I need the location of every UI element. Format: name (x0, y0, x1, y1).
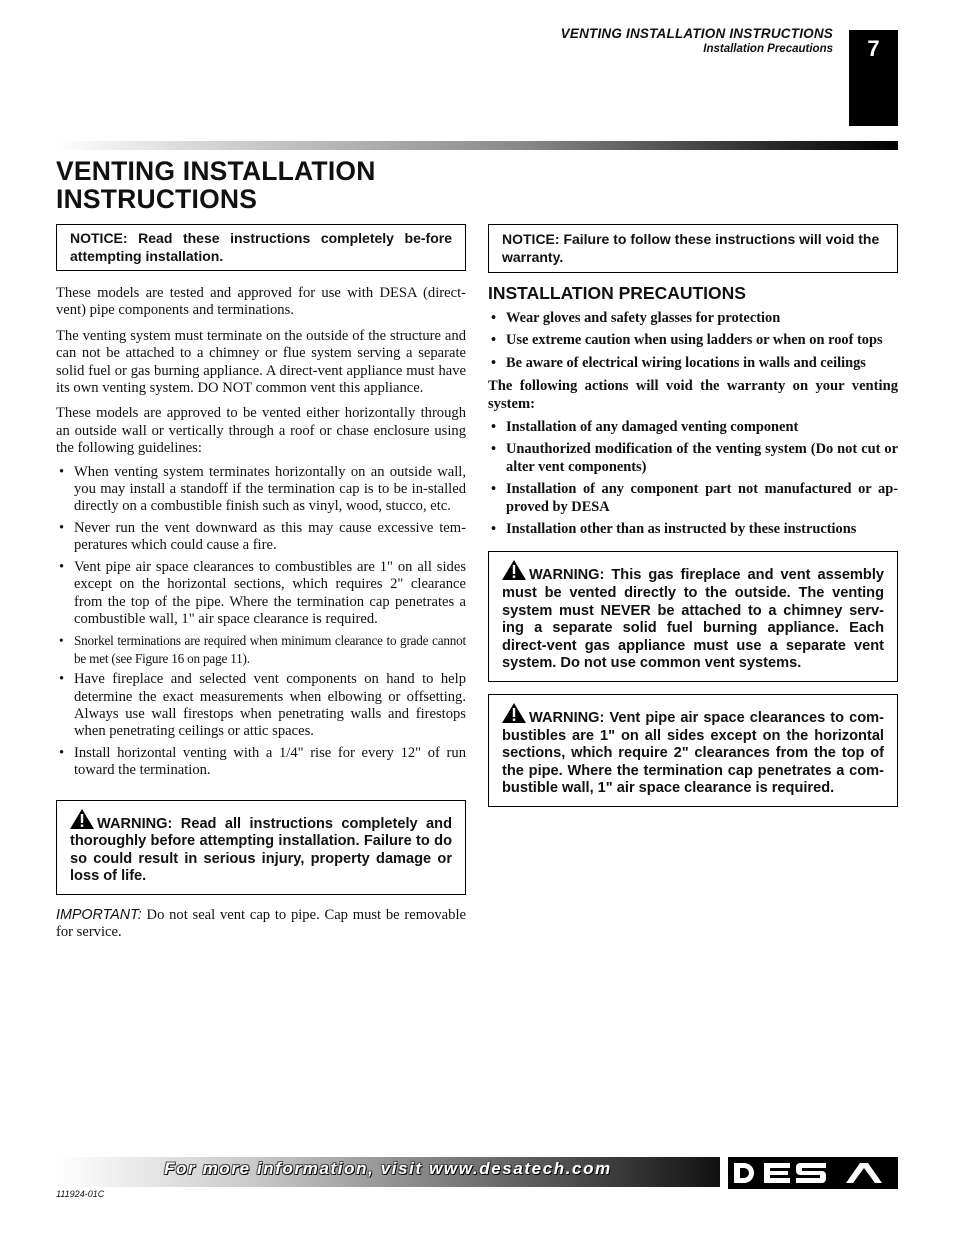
guidelines-paragraph: These models are approved to be vented either horizontally through an outside wall or vertically through a roof or chase enclosure using the following guidelines: (56, 405, 466, 457)
footer-bar (56, 1157, 720, 1187)
void-list (488, 419, 898, 538)
header-title: VENTING INSTALLATION INSTRUCTIONS (560, 26, 833, 41)
termination-paragraph: The venting system must terminate on the outside of the structure and can not be attached to a chimney or flue system serving a separate solid fuel or gas burning appliance. A direct-vent appliance must have its own venting system. DO NOT common vent this appliance. (56, 327, 466, 397)
important-text: Do not seal vent cap to pipe. Cap must be removable for service. (56, 906, 466, 941)
guidelines-list (56, 464, 466, 780)
list-item: • Vent pipe air space clearances to combustibles are 1" on all sides except on the horizontal sections, which requires 2" clearance from the top of the pipe. Where the termination cap penetrates a combustible wall, 1" air space clearance is required. (59, 558, 466, 627)
important-label: IMPORTANT: (56, 906, 142, 923)
header-gradient-rule (56, 141, 898, 150)
page-title-line1: VENTING INSTALLATION (56, 156, 376, 186)
warning-triangle-icon (70, 809, 94, 829)
page-title-line2: INSTRUCTIONS (56, 184, 258, 214)
warning-box-clearances (488, 694, 898, 807)
footer-website-text[interactable]: For more information, visit www.desatech.com (164, 1159, 612, 1178)
warning-text: WARNING: This gas fireplace and vent assembly must be vented directly to the outside. The venting system must NEVER be attached to a chimney serv-ing a separate solid fuel burning appliance. Each direct-vent gas appliance must use a separate vent system. Do not use common vent systems. (502, 567, 884, 672)
document-number: 111924-01C (56, 1189, 105, 1199)
notice-text: NOTICE: Read these instructions completely be-fore attempting installation. (70, 230, 452, 264)
page-number: 7 (867, 36, 880, 61)
list-item: • Be aware of electrical wiring locations in walls and ceilings (491, 354, 866, 371)
warning-triangle-icon (502, 560, 526, 580)
intro-paragraph: These models are tested and approved for use with DESA (direct-vent) pipe components and terminations. (56, 285, 466, 319)
list-item: • Installation of any component part not manufactured or ap-proved by DESA (491, 481, 898, 515)
list-item: • Wear gloves and safety glasses for protection (491, 310, 781, 326)
void-intro: The following actions will void the warranty on your venting system: (488, 378, 898, 412)
warning-text: WARNING: Read all instructions completely and thoroughly before attempting installation. Failure to do so could result in serious injury, property damage or loss of life. (70, 815, 452, 885)
running-header (561, 26, 833, 55)
list-item: • Installation of any damaged venting component (491, 419, 799, 436)
header-subtitle: Installation Precautions (703, 43, 833, 55)
list-item: • Use extreme caution when using ladders or when on roof tops (491, 332, 883, 349)
list-item: • Snorkel terminations are required when minimum clearance to grade cannot be met (see Figure 16 on page 11). (59, 633, 466, 666)
notice-box-read-instructions (56, 224, 466, 271)
list-item: • Never run the vent downward as this may cause excessive tem-peratures which could cause a fire. (59, 519, 466, 554)
warning-box-read-all (56, 800, 466, 895)
warning-triangle-icon (502, 703, 526, 723)
warning-text: WARNING: Vent pipe air space clearances to com-bustibles are 1" on all sides except on the horizontal sections, which require 2" clearances from the top of the pipe. Where the termination cap penetrates a com-bustible wall, 1" air space clearance is required. (502, 710, 884, 797)
left-column (56, 224, 466, 942)
list-item: • When venting system terminates horizontally on an outside wall, you may install a standoff if the termination cap is to be in-stalled directly on a combustible finish such as vinyl, wood, stucco, etc. (59, 463, 466, 515)
right-column (488, 224, 898, 807)
section-title: INSTALLATION PRECAUTIONS (488, 283, 746, 303)
warning-box-vent-outside (488, 551, 898, 682)
page-title (56, 157, 476, 213)
precautions-list (488, 310, 898, 372)
notice-box-warranty (488, 224, 898, 273)
list-item: • Unauthorized modification of the venting system (Do not cut or alter vent components) (491, 441, 898, 475)
list-item: • Have fireplace and selected vent components on hand to help determine the exact measurements when elbowing or offsetting. Always use wall firestops when penetrating walls and firestops when penetrating ceilings or attic spaces. (59, 671, 466, 740)
list-item: • Install horizontal venting with a 1/4" rise for every 12" of run toward the termination. (59, 744, 466, 779)
important-note (56, 907, 466, 942)
desa-logo (728, 1157, 898, 1189)
notice-text: NOTICE: Failure to follow these instructions will void the warranty. (502, 231, 880, 265)
page-number-tab (849, 30, 898, 126)
list-item: • Installation other than as instructed by these instructions (491, 521, 857, 538)
